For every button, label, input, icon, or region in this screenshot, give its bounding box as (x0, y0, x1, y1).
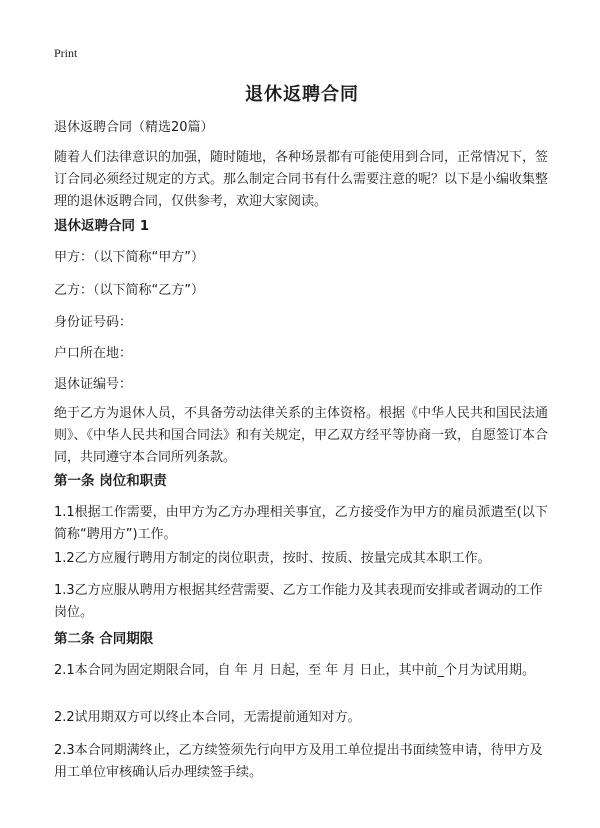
intro-paragraph: 随着人们法律意识的加强，随时随地，各种场景都有可能使用到合同，正常情况下，签订合同必须经过规定的方式。那么制定合同书有什么需要注意的呢？以下是小编收集整理的退休返聘合同，仅供参考，欢迎大家阅读。 (54, 150, 549, 209)
article-2-2: 2.2试用期双方可以终止本合同，无需提前通知对方。 (54, 710, 361, 725)
document-title: 退休返聘合同 (245, 84, 359, 105)
article-1-heading: 第一条 岗位和职责 (54, 473, 167, 489)
article-1-1: 1.1根据工作需要，由甲方为乙方办理相关事宜，乙方接受作为甲方的雇员派遣至(以下简称“聘用方”)工作。 (54, 505, 548, 542)
id-number-line: 身份证号码： (54, 315, 133, 330)
article-1-3: 1.3乙方应服从聘用方根据其经营需要、乙方工作能力及其表现而安排或者调动的工作岗位。 (54, 583, 543, 620)
print-link[interactable]: Print (54, 46, 78, 60)
article-2-1: 2.1本合同为固定期限合同，自 年 月 日起，至 年 月 日止，其中前_个月为试用期。 (54, 663, 535, 678)
preamble-paragraph: 绝于乙方为退休人员，不具备劳动法律关系的主体资格。根据《中华人民共和国民法通则》、《中华人民共和国合同法》和有关规定，甲乙双方经平等协商一致，自愿签订本合同，共同遵守本合同所列条款。 (54, 406, 549, 465)
contract-heading: 退休返聘合同 1 (54, 218, 150, 234)
article-1-2: 1.2乙方应履行聘用方制定的岗位职责，按时、按质、按量完成其本职工作。 (54, 551, 491, 566)
article-2-heading: 第二条 合同期限 (54, 631, 154, 647)
party-a-line: 甲方：（以下简称“甲方”） (54, 250, 204, 265)
article-2-3: 2.3本合同期满终止，乙方续签须先行向甲方及用工单位提出书面续签申请，待甲方及用工单位审核确认后办理续签手续。 (54, 743, 543, 780)
party-b-line: 乙方：（以下简称“乙方”） (54, 283, 204, 298)
retire-cert-line: 退休证编号： (54, 377, 133, 392)
document-subtitle: 退休返聘合同（精选20篇） (54, 120, 214, 135)
household-line: 户口所在地： (54, 346, 133, 361)
